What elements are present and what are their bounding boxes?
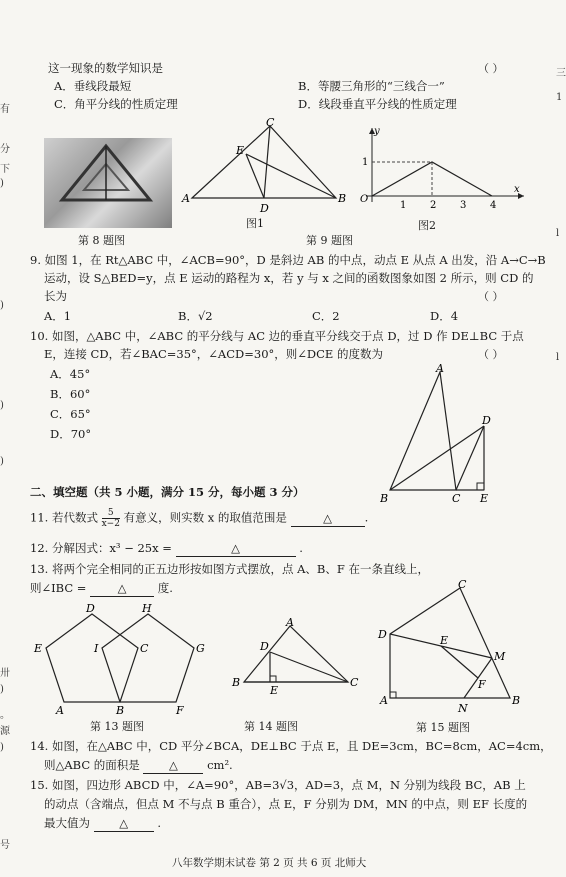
svg-text:4: 4 — [490, 200, 497, 211]
edge-char: ) — [0, 742, 4, 753]
svg-text:B: B — [232, 676, 241, 689]
fig1-caption: 图1 — [246, 217, 264, 230]
svg-text:N: N — [458, 702, 468, 715]
svg-text:G: G — [196, 642, 205, 655]
q10-option-d: D．70° — [50, 427, 92, 441]
q10-option-b: B．60° — [50, 387, 91, 401]
edge-char: 。 — [0, 710, 10, 721]
svg-text:E: E — [270, 684, 279, 696]
q11-fraction — [102, 508, 120, 529]
edge-char: l — [556, 228, 560, 239]
q9-figure2-graph — [352, 122, 532, 222]
svg-text:B: B — [512, 694, 521, 707]
q15-caption: 第 15 题图 — [416, 721, 470, 734]
q14-answer-blank[interactable]: △ — [143, 757, 203, 774]
q14-unit: cm². — [207, 758, 233, 772]
svg-text:A: A — [56, 704, 64, 717]
q14-figure — [230, 616, 360, 696]
svg-text:E: E — [236, 144, 245, 157]
q15-prefix: 最大值为 — [44, 816, 90, 830]
q12-tail: . — [299, 541, 303, 555]
q15-tail: . — [157, 816, 161, 830]
q11-answer-blank[interactable]: △ — [291, 510, 365, 527]
q9-option-a: A．1 — [44, 309, 72, 323]
q8-answer-bracket: （ ） — [478, 62, 504, 75]
q8-option-c: C．角平分线的性质定理 — [54, 97, 178, 111]
edge-char: 号 — [0, 840, 10, 851]
q10-option-c: C．65° — [50, 407, 91, 421]
svg-text:C: C — [350, 676, 359, 689]
svg-text:A: A — [436, 362, 444, 375]
edge-char: 有 — [0, 104, 10, 115]
q11-denominator: x−2 — [101, 519, 120, 529]
q14-prefix: 则△ABC 的面积是 — [44, 758, 140, 772]
svg-text:2: 2 — [430, 200, 437, 211]
edge-char: ) — [0, 300, 4, 311]
fig2-caption: 图2 — [418, 219, 436, 232]
edge-char: ) — [0, 456, 4, 467]
svg-text:A: A — [182, 192, 190, 205]
set-square-icon — [44, 138, 172, 228]
svg-text:C: C — [266, 118, 275, 129]
edge-char: 1 — [556, 92, 563, 103]
edge-char: l — [556, 352, 560, 363]
edge-char: ) — [0, 684, 4, 695]
q13-figure — [30, 598, 220, 718]
q9-line1: 9. 如图 1，在 Rt△ABC 中，∠ACB=90°，D 是斜边 AB 的中点，动点 E 从点 A 出发，沿 A→C→B — [30, 253, 546, 267]
q9-option-c: C．2 — [312, 309, 340, 323]
svg-text:D: D — [260, 202, 269, 215]
svg-text:H: H — [142, 602, 152, 615]
edge-char: ) — [0, 400, 4, 411]
q13-line2 — [30, 580, 173, 597]
page-footer: 八年数学期末试卷 第 2 页 共 6 页 北师大 — [172, 857, 367, 869]
section2-heading: 二、填空题（共 5 小题，满分 15 分，每小题 3 分） — [30, 485, 305, 499]
q8-option-d: D．线段垂直平分线的性质定理 — [298, 97, 457, 111]
q11-post: 有意义，则实数 x 的取值范围是 — [123, 510, 287, 525]
svg-text:F: F — [176, 704, 184, 717]
q15-answer-blank[interactable]: △ — [94, 815, 154, 832]
q9-answer-bracket: （ ） — [478, 290, 504, 303]
q11-numerator: 5 — [102, 508, 120, 519]
svg-text:B: B — [338, 192, 347, 205]
svg-text:D: D — [86, 602, 95, 615]
q15-figure — [376, 580, 526, 720]
q13-prefix: 则∠IBC = — [30, 581, 87, 595]
q9-line2: 运动，设 S△BED=y，点 E 运动的路程为 x，若 y 与 x 之间的函数图象如图 2 所示，则 CD 的 — [44, 271, 534, 285]
svg-text:x: x — [514, 184, 520, 195]
svg-text:M: M — [494, 650, 506, 663]
q9-option-d: D．4 — [430, 309, 459, 323]
q15-line3 — [44, 815, 161, 832]
q11-pre: 11. 若代数式 — [30, 510, 98, 525]
q10-line1: 10. 如图，△ABC 中，∠ABC 的平分线与 AC 边的垂直平分线交于点 D，过 D 作 DE⊥BC 于点 — [30, 329, 524, 343]
svg-text:C: C — [458, 580, 467, 591]
edge-char: 下 — [0, 164, 10, 175]
svg-text:E: E — [480, 492, 489, 505]
edge-char: 源 — [0, 726, 10, 737]
svg-text:C: C — [452, 492, 461, 505]
edge-char: ) — [0, 178, 4, 189]
q10-answer-bracket: （ ） — [478, 348, 504, 361]
q9-option-b: B．√2 — [178, 309, 213, 323]
q12-line — [30, 540, 303, 557]
svg-text:1: 1 — [400, 200, 407, 211]
q8-photo-figure — [44, 138, 172, 228]
q8-caption: 第 8 题图 — [78, 234, 125, 247]
q10-line2: E，连接 CD，若∠BAC=35°，∠ACD=30°，则∠DCE 的度数为 — [44, 347, 383, 361]
svg-text:1: 1 — [362, 157, 369, 168]
q14-line2 — [44, 757, 233, 774]
svg-text:I: I — [94, 642, 99, 655]
svg-text:B: B — [380, 492, 389, 505]
q8-option-b: B．等腰三角形的“三线合一” — [298, 79, 445, 93]
q11-tail: . — [364, 510, 369, 525]
edge-char: 三 — [556, 68, 566, 79]
svg-text:A: A — [286, 616, 294, 629]
svg-text:C: C — [140, 642, 149, 655]
q14-caption: 第 14 题图 — [244, 720, 298, 733]
q13-caption: 第 13 题图 — [90, 720, 144, 733]
q13-answer-blank[interactable]: △ — [90, 580, 154, 597]
svg-text:y: y — [374, 126, 380, 137]
q11-line — [30, 508, 368, 529]
q13-line1: 13. 将两个完全相同的正五边形按如图方式摆放，点 A、B、F 在一条直线上， — [30, 562, 429, 576]
q15-line2: 的动点（含端点，但点 M 不与点 B 重合），点 E，F 分别为 DM，MN 的中点，则 EF 长度的 — [44, 797, 528, 811]
svg-text:A: A — [380, 694, 388, 707]
svg-text:D: D — [260, 640, 269, 653]
q10-option-a: A．45° — [50, 367, 91, 381]
q10-figure — [380, 360, 500, 510]
svg-text:B: B — [116, 704, 125, 717]
q14-line1: 14. 如图，在△ABC 中，CD 平分∠BCA，DE⊥BC 于点 E，且 DE=3cm，BC=8cm，AC=4cm， — [30, 739, 552, 753]
svg-text:3: 3 — [460, 200, 467, 211]
q9-line3: 长为 — [44, 289, 67, 303]
q15-line1: 15. 如图，四边形 ABCD 中，∠A=90°，AB=3√3，AD=3，点 M，N 分别为线段 BC，AB 上 — [30, 778, 526, 792]
svg-text:E: E — [34, 642, 43, 655]
edge-char: 分 — [0, 144, 10, 155]
q12-answer-blank[interactable]: △ — [176, 540, 296, 557]
q9-figure1 — [180, 118, 350, 218]
q8-tail: 这一现象的数学知识是 — [48, 61, 163, 75]
svg-text:E: E — [440, 634, 449, 647]
q13-tail: 度. — [157, 581, 173, 595]
svg-text:D: D — [378, 628, 387, 641]
q8-option-a: A．垂线段最短 — [54, 79, 132, 93]
svg-text:F: F — [478, 678, 486, 691]
svg-text:O: O — [360, 194, 369, 205]
q9-caption: 第 9 题图 — [306, 234, 353, 247]
svg-text:D: D — [482, 414, 491, 427]
edge-char: 卅 — [0, 668, 10, 679]
q12-text: 12. 分解因式：x³ − 25x = — [30, 541, 172, 555]
